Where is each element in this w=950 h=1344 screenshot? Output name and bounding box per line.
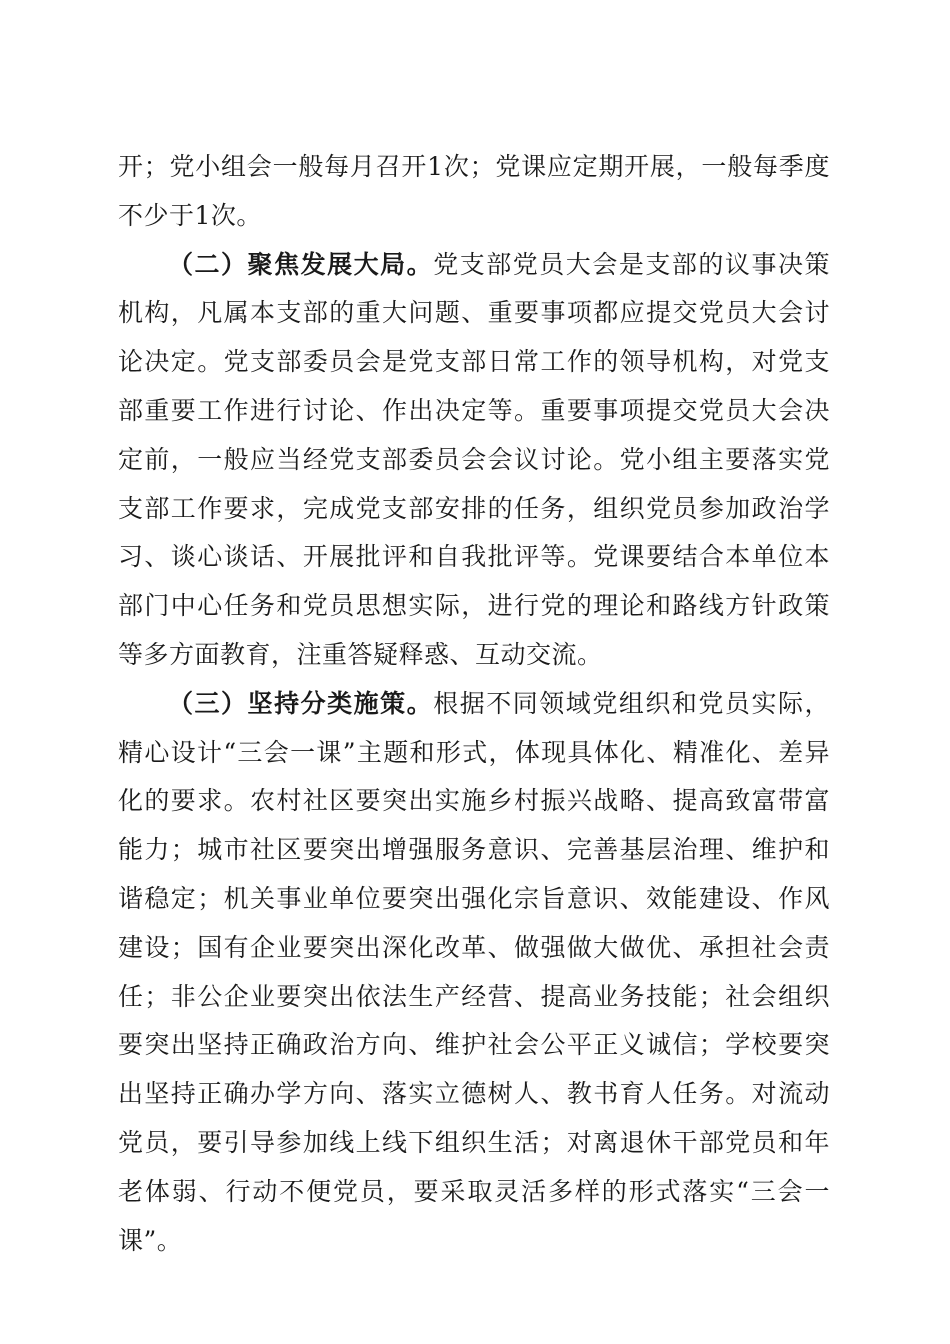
paragraph-text: 根据不同领域党组织和党员实际，精心设计“三会一课”主题和形式，体现具体化、精准化、差异化的要求。农村社区要突出实施乡村振兴战略、提高致富带富能力；城市社区要突出增强服务意识、完善基层治理、维护和谐稳定；机关事业单位要突出强化宗旨意识、效能建设、作风建设；国有企业要突出深化改革、做强做大做优、承担社会责任；非公企业要突出依法生产经营、提高业务技能；社会组织要突出坚持正确政治方向、维护社会公平正义诚信；学校要突出坚持正确办学方向、落实立德树人、教书育人任务。对流动党员，要引导参加线上线下组织生活；对离退休干部党员和年老体弱、行动不便党员，要采取灵活多样的形式落实“三会一课”。 xyxy=(118,688,830,1255)
section-heading: （二）聚焦发展大局。 xyxy=(168,249,434,279)
paragraph-focus-development xyxy=(118,241,830,680)
paragraph-text: 党支部党员大会是支部的议事决策机构，凡属本支部的重大问题、重要事项都应提交党员大会讨论决定。党支部委员会是党支部日常工作的领导机构，对党支部重要工作进行讨论、作出决定等。重要事项提交党员大会决定前，一般应当经党支部委员会会议讨论。党小组主要落实党支部工作要求，完成党支部安排的任务，组织党员参加政治学习、谈心谈话、开展批评和自我批评等。党课要结合本单位本部门中心任务和党员思想实际，进行党的理论和路线方针政策等多方面教育，注重答疑释惑、互动交流。 xyxy=(118,249,830,669)
paragraph-continuation xyxy=(118,143,830,241)
paragraph-text: 开；党小组会一般每月召开1次；党课应定期开展，一般每季度不少于1次。 xyxy=(118,152,830,230)
paragraph-classified-policy xyxy=(118,680,830,1266)
section-heading: （三）坚持分类施策。 xyxy=(168,688,434,718)
document-body xyxy=(118,143,830,1265)
